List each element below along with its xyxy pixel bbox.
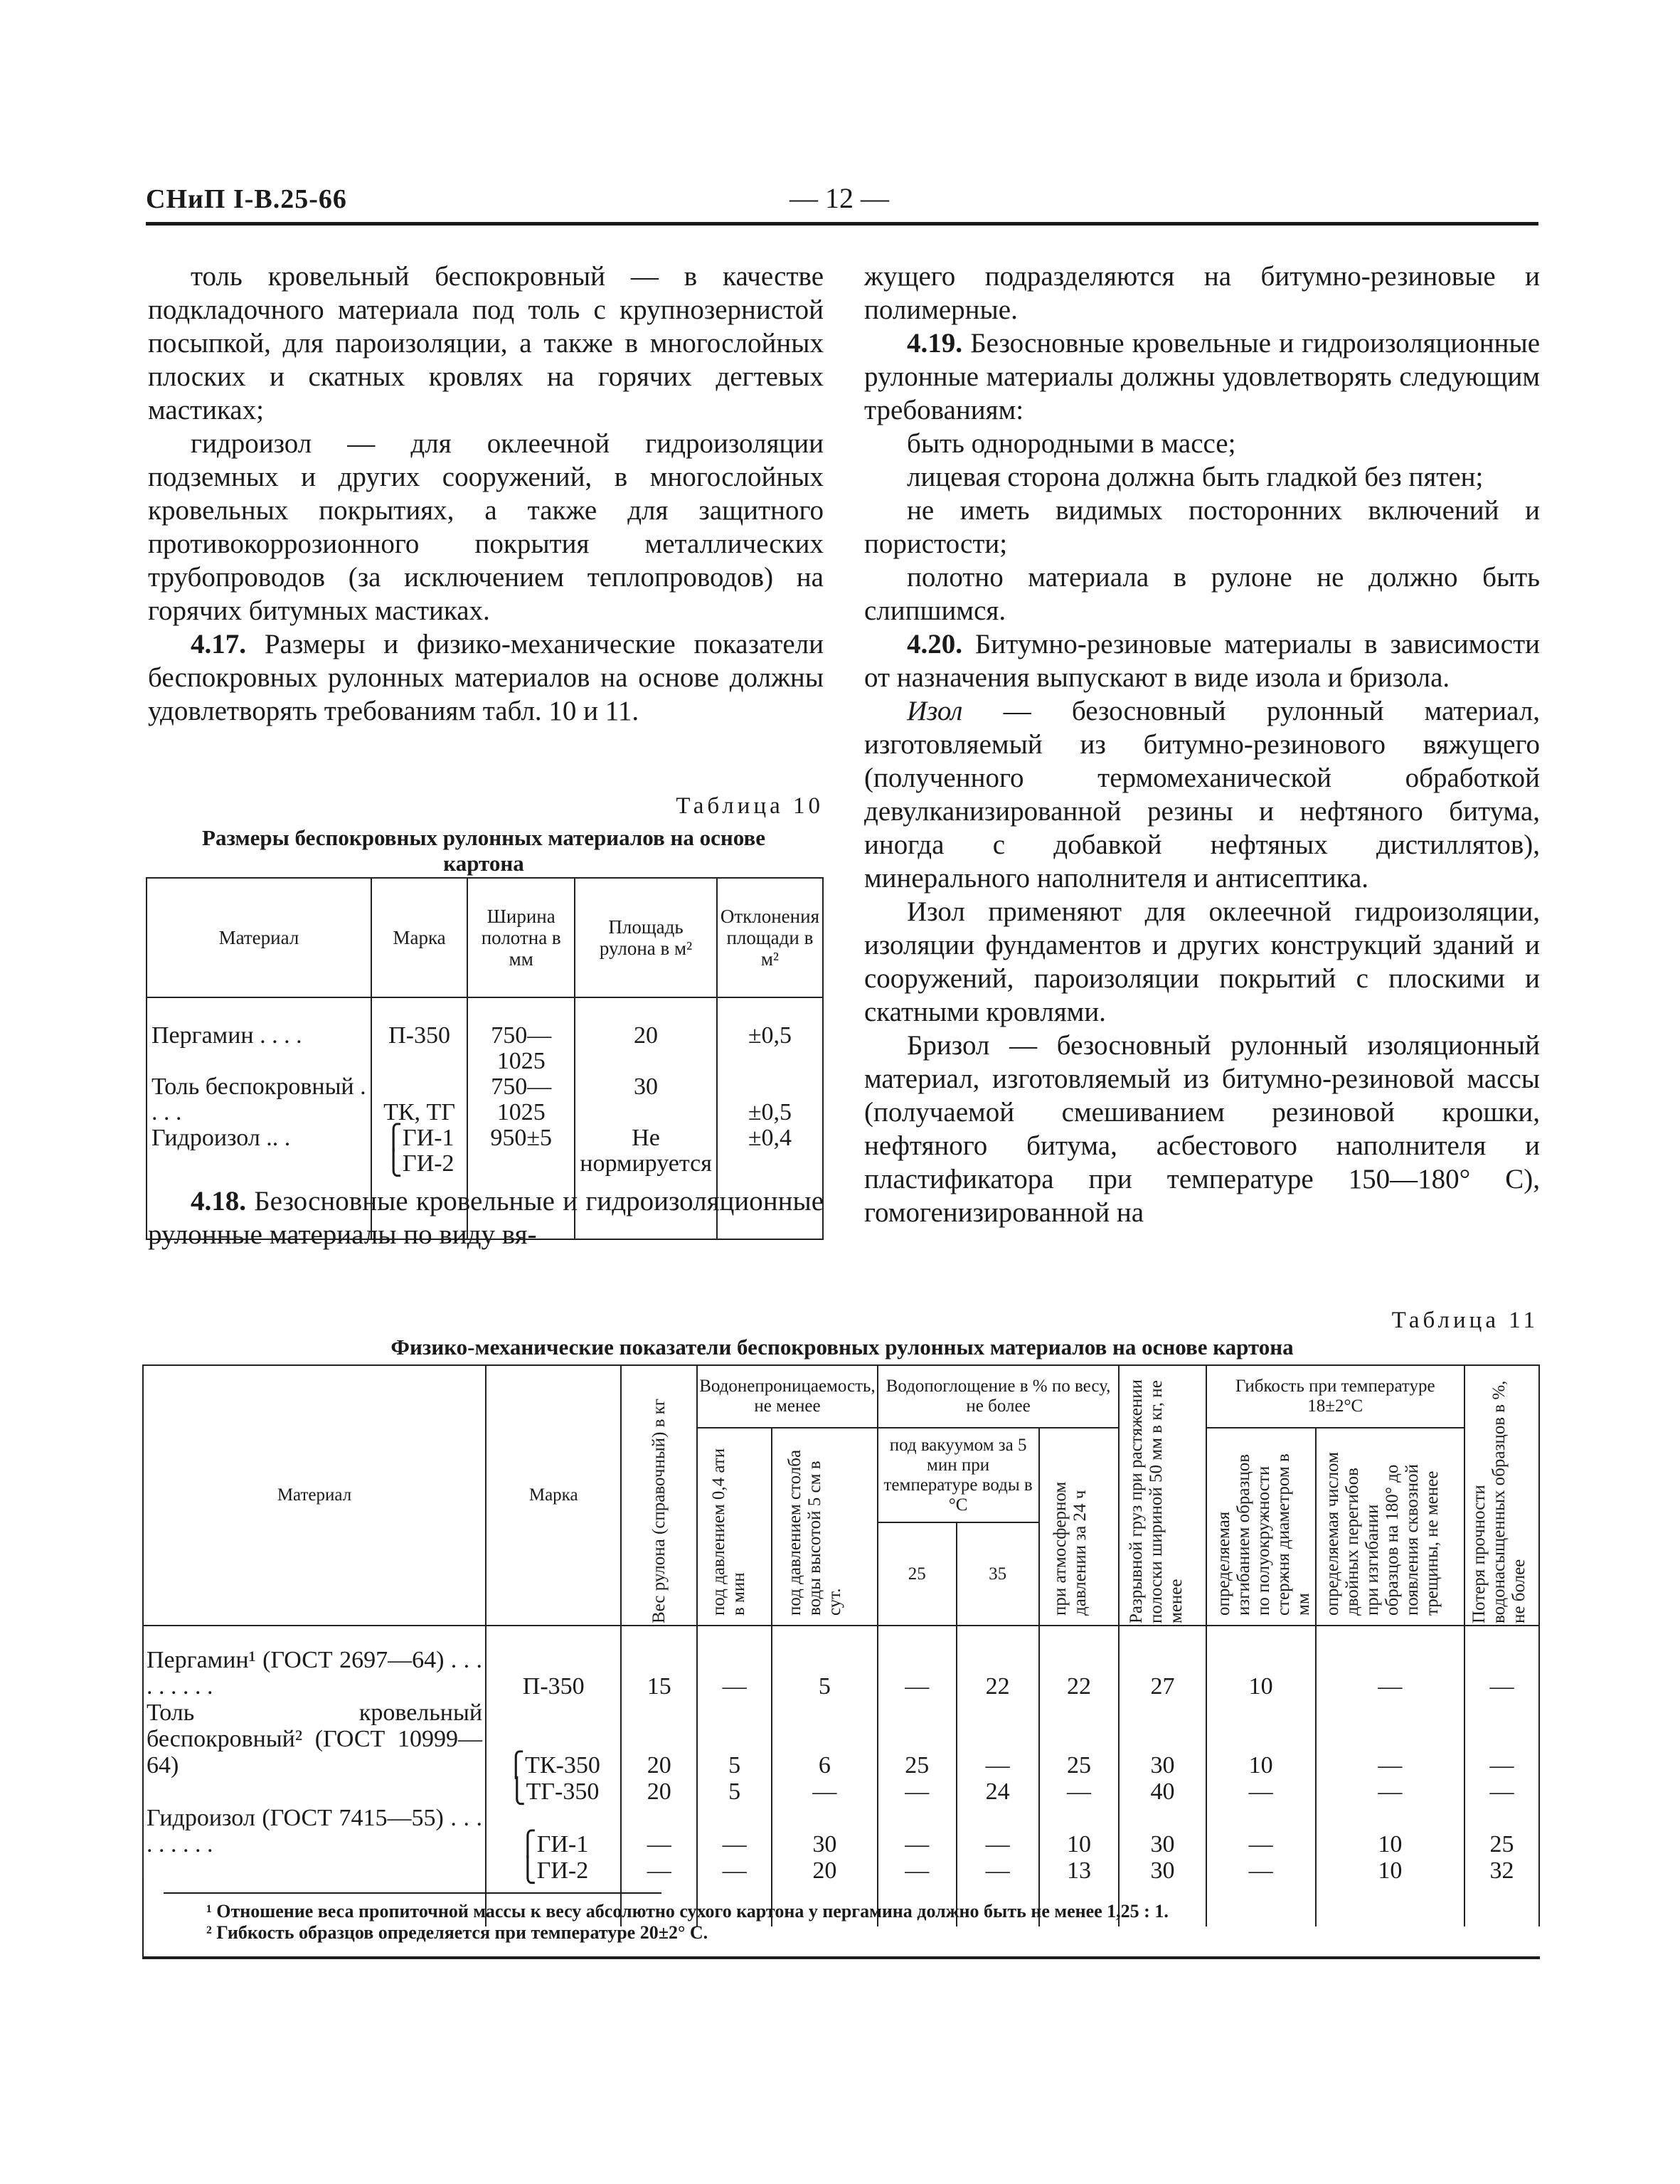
cell-value: — — [621, 1805, 697, 1857]
paragraph: толь кровельный беспокровный — в качестве подкладочного материала под толь с крупнозернистой посыпкой, для пароизоляции, а также в многослойных плоских и скатных кровлях на горячих дегтевых мастиках; — [148, 261, 824, 425]
cell-value: 20 — [621, 1700, 697, 1779]
definition: — безосновный рулонный материал, изготовляемый из битумно-резинового вяжущего (полученного термомеханической обработкой девулканизированной резины и нефтяного битума, иногда с добавкой нефтяных дистиллятов), минерального наполнителя и антисептика. — [864, 696, 1540, 894]
cell-mark: ⎧ГИ-1 ⎩ГИ-2 — [371, 1125, 467, 1239]
th-water-absorption: Водопоглощение в % по весу, не более — [878, 1365, 1120, 1428]
table11-title: Физико-механические показатели беспокровных рулонных материалов на основе картона — [390, 1335, 1294, 1359]
th-wi-a-text: под давлением 0,4 ати в мин — [708, 1448, 748, 1616]
cell-value: — — [878, 1805, 957, 1857]
table-row — [147, 1023, 823, 1074]
table-bottom-rule — [142, 1956, 1540, 1959]
cell-value: — — [621, 1857, 697, 1884]
cell-value: — — [1206, 1805, 1316, 1857]
table-row — [143, 1700, 1539, 1779]
table11-caption: Таблица 11 — [1391, 1308, 1538, 1333]
cell-dev: ±0,5 — [717, 1023, 823, 1074]
cell-dev: ±0,5 — [717, 1074, 823, 1125]
th-flex-b-text: определяемая числом двойных перегибов при изгибании образцов на 180° до появления сквозной трещины, не менее — [1323, 1452, 1442, 1616]
clause-number: 4.18. — [191, 1186, 246, 1216]
cell-value: 10 — [1206, 1647, 1316, 1700]
th-width: Ширина полотна в мм — [467, 878, 575, 997]
th-breaking-load — [1119, 1365, 1206, 1626]
table-left-border — [142, 1878, 144, 1958]
table-row — [143, 1857, 1539, 1884]
cell-value: 27 — [1119, 1647, 1206, 1700]
cell-value: 25 — [1039, 1700, 1120, 1779]
th-weight-text: Вес рулона (справочный) в кг — [649, 1398, 669, 1623]
clause-number: 4.17. — [191, 629, 246, 659]
th-wi-b-text: под давлением столба воды высотой 5 см в сут. — [785, 1449, 845, 1616]
table-row — [143, 1805, 1539, 1857]
term: Изол — [907, 696, 963, 726]
cell-mark: П-350 — [486, 1647, 621, 1700]
cell-value: 10 — [1316, 1857, 1464, 1884]
definition: — безосновный рулонный изоляционный материал, изготовляемый из битумно-резиновой массы (получаемой смешиванием резиновой крошки, нефтяного битума, асбестового наполнителя и пластификатора при температуре 150—180° С), гомогенизированной на — [864, 1030, 1540, 1228]
cell-value: 20 — [772, 1857, 878, 1884]
cell-value: 30 — [1119, 1857, 1206, 1884]
cell-value: — — [957, 1857, 1039, 1884]
th-t35: 35 — [957, 1522, 1039, 1626]
paragraph — [864, 1029, 1540, 1229]
th-strength-loss — [1464, 1365, 1539, 1626]
cell-value: 13 — [1039, 1857, 1120, 1884]
table-row — [143, 1779, 1539, 1805]
cell-value: — — [1206, 1857, 1316, 1884]
clause-text: Размеры и физико-механические показатели беспокровных рулонных материалов на основе должны удовлетворять требованиям табл. 10 и 11. — [148, 629, 824, 726]
cell-value: — — [1464, 1647, 1539, 1700]
cell-value: 10 — [1039, 1805, 1120, 1857]
th-flex-a — [1206, 1428, 1316, 1626]
cell-value: — — [878, 1857, 957, 1884]
right-column — [864, 260, 1540, 1229]
cell-mark: ⎧ТК-350 — [486, 1700, 621, 1779]
clause-text: Битумно-резиновые материалы в зависимости от назначения выпускают в виде изола и бризола. — [864, 629, 1540, 693]
cell-value: 30 — [1119, 1700, 1206, 1779]
cell-value: — — [1316, 1647, 1464, 1700]
paragraph — [148, 627, 824, 728]
cell-value: — — [878, 1779, 957, 1805]
cell-value: — — [697, 1805, 772, 1857]
cell-value: 20 — [621, 1779, 697, 1805]
cell-dev: ±0,4 — [717, 1125, 823, 1239]
cell-value: — — [1464, 1700, 1539, 1779]
footnote-rule — [164, 1892, 661, 1894]
th-load-text: Разрывной груз при растяжении полоски шириной 50 мм в кг, не менее — [1127, 1379, 1186, 1623]
th-atm-text: при атмосферном давлении за 24 ч — [1050, 1481, 1090, 1616]
cell-value: — — [957, 1805, 1039, 1857]
cell-value: 10 — [1316, 1805, 1464, 1857]
clause-text: Безосновные кровельные и гидроизоляционные рулонные материалы по виду вя- — [148, 1186, 824, 1250]
cell-value: — — [1316, 1779, 1464, 1805]
cell-value: — — [697, 1857, 772, 1884]
paragraph — [864, 627, 1540, 694]
cell-value: 6 — [772, 1700, 878, 1779]
cell-width: 950±5 — [467, 1125, 575, 1239]
cell-area: 30 — [575, 1074, 717, 1125]
cell-value: 5 — [697, 1700, 772, 1779]
th-wi-a — [697, 1428, 772, 1626]
table11 — [142, 1364, 1540, 1926]
table-row — [147, 1074, 823, 1125]
header-rule — [146, 222, 1538, 226]
cell-material — [143, 1857, 486, 1884]
th-loss-text: Потеря прочности водонасыщенных образцов в %, не более — [1469, 1380, 1529, 1623]
clause-number: 4.20. — [907, 629, 962, 659]
th-material: Материал — [143, 1365, 486, 1626]
cell-value: 40 — [1119, 1779, 1206, 1805]
cell-value: 5 — [697, 1779, 772, 1805]
th-t25: 25 — [878, 1522, 957, 1626]
footnote: ¹ Отношение веса пропиточной массы к весу абсолютно сухого картона у пергамина должно быть не менее 1,25 : 1. — [206, 1901, 1169, 1921]
footnote: ² Гибкость образцов определяется при температуре 20±2° С. — [206, 1922, 708, 1943]
cell-value: 5 — [772, 1647, 878, 1700]
table10-caption: Таблица 10 — [676, 793, 824, 819]
th-flex-a-text: определяемая изгибанием образцов по полуокружности стержня диаметром в мм — [1213, 1453, 1313, 1616]
cell-value: 24 — [957, 1779, 1039, 1805]
th-area: Площадь рулона в м² — [575, 878, 717, 997]
th-deviation: Отклонения площади в м² — [717, 878, 823, 997]
paragraph — [864, 327, 1540, 427]
cell-area: 20 — [575, 1023, 717, 1074]
th-wi-b — [772, 1428, 878, 1626]
cell-value: — — [1039, 1779, 1120, 1805]
paragraph: гидроизол — для оклеечной гидроизоляции подземных и других сооружений, в многослойных кровельных покрытиях, а также для защитного противокоррозионного покрытия металлических трубопроводов (за исключением теплопроводов) на горячих битумных мастиках. — [148, 428, 824, 626]
cell-material: Пергамин . . . . — [147, 1023, 371, 1074]
cell-width: 750—1025 — [467, 1074, 575, 1125]
paragraph: жущего подразделяются на битумно-резиновые и полимерные. — [864, 261, 1540, 325]
paragraph: полотно материала в рулоне не должно быть слипшимся. — [864, 562, 1540, 626]
th-atm — [1039, 1428, 1120, 1626]
cell-value: 22 — [1039, 1647, 1120, 1700]
th-water-impermeability: Водонепроницаемость, не менее — [697, 1365, 877, 1428]
cell-value: 25 — [878, 1700, 957, 1779]
paragraph: Изол применяют для оклеечной гидроизоляции, изоляции фундаментов и других конструкций зданий и сооружений, пароизоляции покрытий с плоскими и скатными кровлями. — [864, 896, 1540, 1027]
term: Бризол — [907, 1030, 990, 1061]
cell-mark: ⎧ГИ-1 — [486, 1805, 621, 1857]
cell-material: Толь кровельный беспокровный² (ГОСТ 10999—64) — [143, 1700, 486, 1779]
cell-value: 30 — [1119, 1805, 1206, 1857]
th-weight — [621, 1365, 697, 1626]
doc-code: СНиП I-В.25-66 — [146, 184, 347, 214]
th-mark: Марка — [486, 1365, 621, 1626]
cell-value: — — [772, 1779, 878, 1805]
cell-value: — — [1464, 1779, 1539, 1805]
clause-number: 4.19. — [907, 328, 962, 359]
cell-value: 25 — [1464, 1805, 1539, 1857]
cell-value: 15 — [621, 1647, 697, 1700]
th-flex-b — [1316, 1428, 1464, 1626]
cell-mark: ТК, ТГ — [371, 1074, 467, 1125]
cell-value: 10 — [1206, 1700, 1316, 1779]
cell-material: Пергамин¹ (ГОСТ 2697—64) . . . . . . . . . — [143, 1647, 486, 1700]
th-vacuum: под вакуумом за 5 мин при температуре воды в °С — [878, 1428, 1039, 1522]
cell-mark: П-350 — [371, 1023, 467, 1074]
cell-material — [143, 1779, 486, 1805]
cell-value: 30 — [772, 1805, 878, 1857]
cell-value: — — [1206, 1779, 1316, 1805]
paragraph: не иметь видимых посторонних включений и пористости; — [864, 495, 1540, 559]
table-row — [143, 1647, 1539, 1700]
cell-area: Не нормируется — [575, 1125, 717, 1239]
paragraph — [864, 694, 1540, 895]
cell-material: Гидроизол .. . — [147, 1125, 371, 1239]
cell-value: — — [957, 1700, 1039, 1779]
cell-value: 22 — [957, 1647, 1039, 1700]
left-column — [148, 260, 824, 728]
th-mark: Марка — [371, 878, 467, 997]
cell-value: — — [878, 1647, 957, 1700]
left-column-bottom — [148, 1184, 824, 1251]
cell-mark: ⎩ТГ-350 — [486, 1779, 621, 1805]
clause-text: Безосновные кровельные и гидроизоляционные рулонные материалы должны удовлетворять следующим требованиям: — [864, 328, 1540, 425]
cell-width: 750—1025 — [467, 1023, 575, 1074]
page-number: — 12 — — [790, 182, 889, 214]
th-flexibility: Гибкость при температуре 18±2°С — [1206, 1365, 1464, 1428]
paragraph — [148, 1184, 824, 1251]
th-material: Материал — [147, 878, 371, 997]
paragraph: лицевая сторона должна быть гладкой без пятен; — [907, 462, 1484, 492]
table10-title: Размеры беспокровных рулонных материалов на основе картона — [202, 825, 765, 876]
cell-material: Гидроизол (ГОСТ 7415—55) . . . . . . . . . — [143, 1805, 486, 1857]
paragraph: быть однородными в массе; — [907, 428, 1236, 459]
cell-material: Толь беспокровный . . . . — [147, 1074, 371, 1125]
cell-mark: ⎩ГИ-2 — [486, 1857, 621, 1884]
cell-value: — — [697, 1647, 772, 1700]
cell-value: — — [1316, 1700, 1464, 1779]
cell-value: 32 — [1464, 1857, 1539, 1884]
